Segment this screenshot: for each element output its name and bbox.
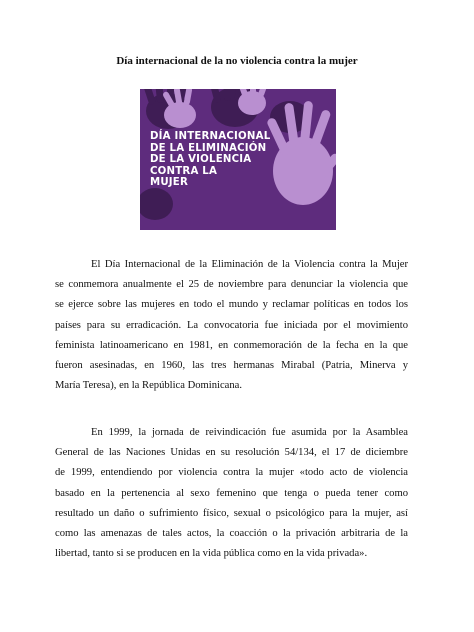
text-line: de 1999, entendiendo por violencia contra la mujer «todo acto de violencia [55,467,408,479]
banner-image [140,89,336,230]
paragraph-2 [55,423,408,564]
text-line: como las amenazas de tales actos, la coacción o la privación arbitraria de la [55,528,408,540]
banner-line: DÍA INTERNACIONAL [150,131,271,142]
text-line: El Día Internacional de la Eliminación de la Violencia contra la Mujer [91,259,408,270]
banner-line: CONTRA LA [150,165,218,177]
text-line: se conmemora anualmente el 25 de noviembre para denunciar la violencia que [55,279,408,291]
text-line: países para su erradicación. La convocatoria fue iniciada por el movimiento [55,319,408,331]
text-line: feminista latinoamericano en 1981, en conmemoración de la fecha en la que [55,339,408,351]
text-line: fueron asesinadas, en 1960, las tres hermanas Mirabal (Patria, Minerva y [55,360,408,372]
text-line: se ejerce sobre las mujeres en todo el mundo y reclamar políticas en todos los [55,299,408,311]
text-line: resultado un daño o sufrimiento físico, sexual o psicológico para la mujer, así [55,507,408,519]
text-line: basado en la pertenencia al sexo femenino que tenga o pueda tener como [55,487,408,499]
banner-line: DE LA ELIMINACIÓN [150,142,267,154]
text-line: En 1999, la jornada de reivindicación fue asumida por la Asamblea [91,427,408,438]
paragraph-1 [55,255,408,396]
banner-line: MUJER [150,177,189,189]
banner-line: DE LA VIOLENCIA [150,154,252,166]
document-title: Día internacional de la no violencia contra la mujer [116,55,358,67]
text-line: General de las Naciones Unidas en su resolución 54/134, el 17 de diciembre [55,447,408,459]
text-line: María Teresa), en la República Dominicana. [55,380,243,392]
text-line: libertad, tanto si se producen en la vida pública como en la vida privada». [55,548,368,560]
banner-heading [150,131,330,189]
